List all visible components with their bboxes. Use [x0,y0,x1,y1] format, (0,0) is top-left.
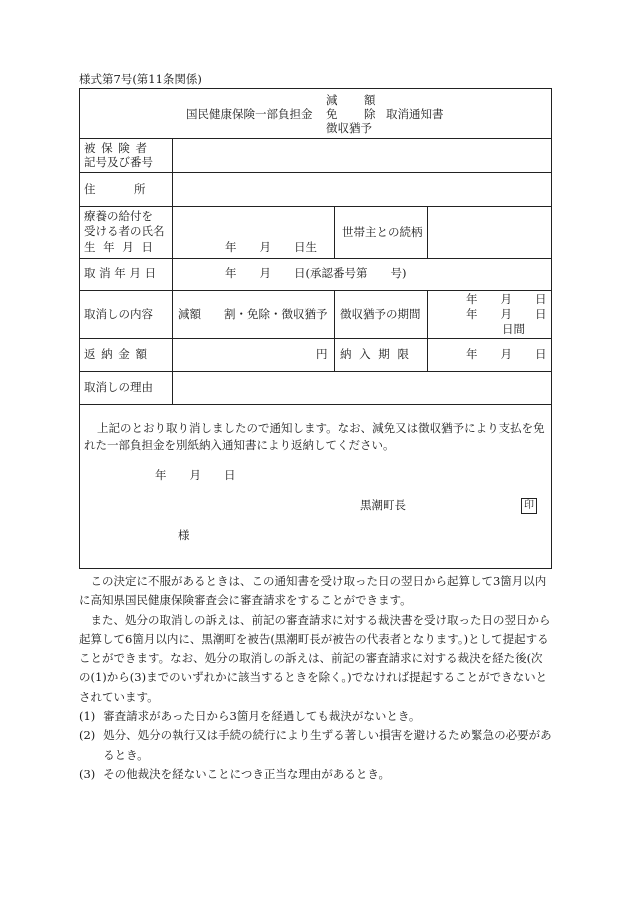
table-border-right [551,88,552,569]
deferral-to: 年 月 日 [466,307,547,321]
title-main-suffix: 取消通知書 [386,107,444,121]
title-option-reduce-1: 減 [326,93,338,107]
appeal-item-text: その他裁決を経ないことにつき正当な理由があるとき。 [103,766,390,781]
insured-label-1: 被 保 険 者 [84,141,148,155]
row-line [79,138,552,139]
refund-unit: 円 [316,347,328,361]
deferral-period-label: 徴収猶予の期間 [340,307,421,321]
title-option-deferral: 徴収猶予 [326,121,372,135]
appeal-item-text: 処分、処分の執行又は手続の続行により生ずる著しい損害を避けるため緊急の必要があるとき。 [103,728,552,762]
notice-body-line1: 上記のとおり取り消しましたので通知します。なお、減免又は徴収猶予により支払を免 [97,421,545,435]
address-label: 住 所 [84,182,147,196]
middle-column-line [334,290,335,371]
title-option-reduce-2: 額 [364,93,376,107]
issuer-name: 黒潮町長 [360,498,406,512]
cancel-date-label: 取 消 年 月 日 [84,266,157,280]
notice-date: 年 月 日 [155,468,236,482]
appeal-item-3 [79,765,554,784]
table-border-bottom [79,568,552,569]
value-column-line [427,290,428,371]
relation-label: 世帯主との続柄 [342,225,423,239]
title-main-prefix: 国民健康保険一部負担金 [186,107,313,121]
recipient-label-2: 受ける者の氏名 [84,224,165,238]
row-line [79,404,552,405]
notice-body-line2: れた一部負担金を別紙納入通知書により返納してください。 [84,438,395,452]
appeal-notes [79,572,554,784]
birth-date: 年 月 日生 [225,240,317,254]
row-line [79,172,552,173]
refund-label: 返 納 金 額 [84,347,148,361]
table-border-left [79,88,80,569]
row-line [79,258,552,259]
appeal-paragraph-1: この決定に不服があるときは、この通知書を受け取った日の翌日から起算して3箇月以内に高知県国民健康保険審査会に審査請求をすることができます。 [79,574,547,608]
recipient-label-3: 生 年 月 日 [84,240,155,254]
cancel-content-value: 減額 割・免除・徴収猶予 [178,307,328,321]
value-column-line [427,206,428,258]
appeal-item-number: (2) [79,728,96,743]
appeal-item-2 [79,726,554,765]
middle-column-line [334,206,335,258]
label-column-line [172,138,173,404]
payment-deadline-value: 年 月 日 [466,347,547,361]
reason-label: 取消しの理由 [84,380,153,394]
table-border-top [79,88,552,89]
appeal-item-text: 審査請求があった日から3箇月を経過しても裁決がないとき。 [103,709,421,724]
row-line [79,290,552,291]
form-number: 様式第7号(第11条関係) [79,72,202,86]
row-line [79,371,552,372]
insured-label-2: 記号及び番号 [84,155,153,169]
appeal-item-number: (1) [79,709,96,724]
deferral-days: 日間 [502,322,525,336]
cancel-date-value: 年 月 日(承認番号第 号) [225,266,407,280]
deferral-from: 年 月 日 [466,292,547,306]
appeal-item-1 [79,707,554,726]
seal-stamp: 印 [521,498,537,514]
row-line [79,206,552,207]
addressee-suffix: 様 [178,528,190,542]
recipient-label-1: 療養の給付を [84,209,153,223]
title-option-exempt-2: 除 [364,107,376,121]
cancel-content-label: 取消しの内容 [84,307,153,321]
appeal-paragraph-2: また、処分の取消しの訴えは、前記の審査請求に対する裁決書を受け取った日の翌日から起算して6箇月以内に、黒潮町を被告(黒潮町長が被告の代表者となります。)として提起することができます。なお、処分の取消しの訴えは、前記の審査請求に対する裁決を経た後(次の(1)から(3)までのいずれかに該当するときを除く。)でなければ提起することができないとされています。 [79,612,551,704]
row-line [79,338,552,339]
payment-deadline-label: 納 入 期 限 [340,347,411,361]
appeal-item-number: (3) [79,766,96,781]
title-option-exempt-1: 免 [326,107,338,121]
